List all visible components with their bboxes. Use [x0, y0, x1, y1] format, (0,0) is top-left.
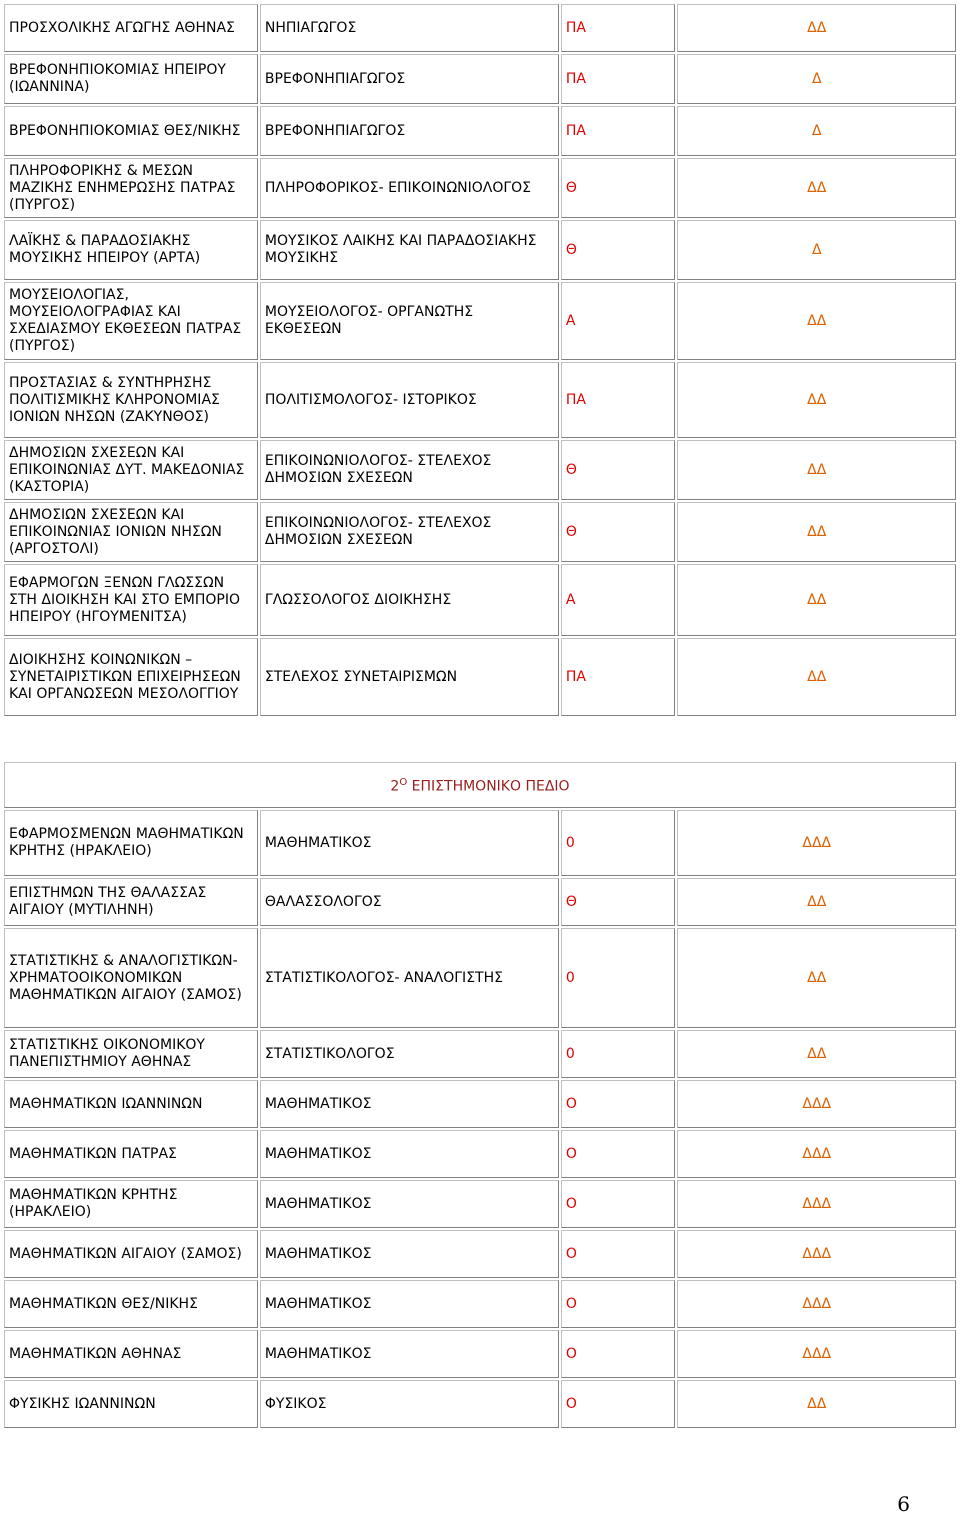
specialty-cell: ΓΛΩΣΣΟΛΟΓΟΣ ΔΙΟΙΚΗΣΗΣ [260, 564, 559, 636]
specialty-cell: ΕΠΙΚΟΙΝΩΝΙΟΛΟΓΟΣ- ΣΤΕΛΕΧΟΣ ΔΗΜΟΣΙΩΝ ΣΧΕΣΕΩΝ [260, 440, 559, 500]
specialty-cell: ΜΑΘΗΜΑΤΙΚΟΣ [260, 1330, 559, 1378]
table-row [4, 106, 956, 156]
department-cell: ΠΡΟΣΤΑΣΙΑΣ & ΣΥΝΤΗΡΗΣΗΣ ΠΟΛΙΤΙΣΜΙΚΗΣ ΚΛΗΡΟΝΟΜΙΑΣ ΙΟΝΙΩΝ ΝΗΣΩΝ (ΖΑΚΥΝΘΟΣ) [4, 362, 258, 438]
table-row [4, 1030, 956, 1078]
department-cell: ΒΡΕΦΟΝΗΠΙΟΚΟΜΙΑΣ ΗΠΕΙΡΟΥ (ΙΩΑΝΝΙΝΑ) [4, 54, 258, 104]
department-cell: ΣΤΑΤΙΣΤΙΚΗΣ & ΑΝΑΛΟΓΙΣΤΙΚΩΝ- ΧΡΗΜΑΤΟΟΙΚΟΝΟΜΙΚΩΝ ΜΑΘΗΜΑΤΙΚΩΝ ΑΙΓΑΙΟΥ (ΣΑΜΟΣ) [4, 928, 258, 1028]
specialty-cell: ΒΡΕΦΟΝΗΠΙΑΓΩΓΟΣ [260, 106, 559, 156]
level-cell: ΔΔ [677, 638, 956, 716]
code-cell: ΠΑ [561, 4, 676, 52]
department-cell: ΜΑΘΗΜΑΤΙΚΩΝ ΙΩΑΝΝΙΝΩΝ [4, 1080, 258, 1128]
field-header-row [4, 762, 956, 808]
department-cell: ΔΗΜΟΣΙΩΝ ΣΧΕΣΕΩΝ ΚΑΙ ΕΠΙΚΟΙΝΩΝΙΑΣ ΔΥΤ. ΜΑΚΕΔΟΝΙΑΣ (ΚΑΣΤΟΡΙΑ) [4, 440, 258, 500]
table-row [4, 220, 956, 280]
department-cell: ΕΠΙΣΤΗΜΩΝ ΤΗΣ ΘΑΛΑΣΣΑΣ ΑΙΓΑΙΟΥ (ΜΥΤΙΛΗΝΗ) [4, 878, 258, 926]
level-cell: ΔΔ [677, 440, 956, 500]
specialty-cell: ΜΑΘΗΜΑΤΙΚΟΣ [260, 1280, 559, 1328]
code-cell: ΠΑ [561, 106, 676, 156]
code-cell: 0 [561, 928, 676, 1028]
level-cell: ΔΔ [677, 564, 956, 636]
table-row [4, 1180, 956, 1228]
code-cell: ΠΑ [561, 362, 676, 438]
departments-table-1 [2, 2, 958, 718]
department-cell: ΜΟΥΣΕΙΟΛΟΓΙΑΣ, ΜΟΥΣΕΙΟΛΟΓΡΑΦΙΑΣ ΚΑΙ ΣΧΕΔΙΑΣΜΟΥ ΕΚΘΕΣΕΩΝ ΠΑΤΡΑΣ (ΠΥΡΓΟΣ) [4, 282, 258, 360]
level-cell: ΔΔΔ [677, 1280, 956, 1328]
department-cell: ΕΦΑΡΜΟΓΩΝ ΞΕΝΩΝ ΓΛΩΣΣΩΝ ΣΤΗ ΔΙΟΙΚΗΣΗ ΚΑΙ ΣΤΟ ΕΜΠΟΡΙΟ ΗΠΕΙΡΟΥ (ΗΓΟΥΜΕΝΙΤΣΑ) [4, 564, 258, 636]
field-number: 2 [390, 778, 400, 795]
code-cell: Θ [561, 502, 676, 562]
level-cell: ΔΔΔ [677, 1180, 956, 1228]
code-cell: Θ [561, 220, 676, 280]
specialty-cell: ΣΤΑΤΙΣΤΙΚΟΛΟΓΟΣ- ΑΝΑΛΟΓΙΣΤΗΣ [260, 928, 559, 1028]
code-cell: 0 [561, 1030, 676, 1078]
code-cell: 0 [561, 810, 676, 876]
table-row [4, 1230, 956, 1278]
table-row [4, 1330, 956, 1378]
level-cell: ΔΔ [677, 928, 956, 1028]
page-number: 6 [897, 1492, 910, 1516]
code-cell: Α [561, 282, 676, 360]
table-row [4, 1280, 956, 1328]
table-row [4, 282, 956, 360]
table-row [4, 878, 956, 926]
code-cell: Ο [561, 1280, 676, 1328]
department-cell: ΛΑΪΚΗΣ & ΠΑΡΑΔΟΣΙΑΚΗΣ ΜΟΥΣΙΚΗΣ ΗΠΕΙΡΟΥ (ΑΡΤΑ) [4, 220, 258, 280]
table-row [4, 502, 956, 562]
specialty-cell: ΘΑΛΑΣΣΟΛΟΓΟΣ [260, 878, 559, 926]
code-cell: Ο [561, 1230, 676, 1278]
department-cell: ΠΛΗΡΟΦΟΡΙΚΗΣ & ΜΕΣΩΝ ΜΑΖΙΚΗΣ ΕΝΗΜΕΡΩΣΗΣ ΠΑΤΡΑΣ (ΠΥΡΓΟΣ) [4, 158, 258, 218]
specialty-cell: ΣΤΑΤΙΣΤΙΚΟΛΟΓΟΣ [260, 1030, 559, 1078]
level-cell: ΔΔ [677, 1030, 956, 1078]
table-row [4, 158, 956, 218]
code-cell: Ο [561, 1180, 676, 1228]
level-cell: ΔΔΔ [677, 810, 956, 876]
table-row [4, 4, 956, 52]
code-cell: ΠΑ [561, 638, 676, 716]
table-row [4, 1080, 956, 1128]
department-cell: ΠΡΟΣΧΟΛΙΚΗΣ ΑΓΩΓΗΣ ΑΘΗΝΑΣ [4, 4, 258, 52]
specialty-cell: ΦΥΣΙΚΟΣ [260, 1380, 559, 1428]
table-row [4, 1130, 956, 1178]
level-cell: Δ [677, 220, 956, 280]
code-cell: Θ [561, 440, 676, 500]
specialty-cell: ΕΠΙΚΟΙΝΩΝΙΟΛΟΓΟΣ- ΣΤΕΛΕΧΟΣ ΔΗΜΟΣΙΩΝ ΣΧΕΣΕΩΝ [260, 502, 559, 562]
department-cell: ΒΡΕΦΟΝΗΠΙΟΚΟΜΙΑΣ ΘΕΣ/ΝΙΚΗΣ [4, 106, 258, 156]
level-cell: ΔΔ [677, 4, 956, 52]
level-cell: ΔΔΔ [677, 1330, 956, 1378]
departments-table-2 [2, 760, 958, 1430]
level-cell: ΔΔΔ [677, 1230, 956, 1278]
table-row [4, 54, 956, 104]
code-cell: Ο [561, 1380, 676, 1428]
level-cell: ΔΔ [677, 1380, 956, 1428]
specialty-cell: ΜΑΘΗΜΑΤΙΚΟΣ [260, 1230, 559, 1278]
code-cell: ΠΑ [561, 54, 676, 104]
level-cell: ΔΔ [677, 502, 956, 562]
department-cell: ΣΤΑΤΙΣΤΙΚΗΣ ΟΙΚΟΝΟΜΙΚΟΥ ΠΑΝΕΠΙΣΤΗΜΙΟΥ ΑΘΗΝΑΣ [4, 1030, 258, 1078]
code-cell: Ο [561, 1330, 676, 1378]
level-cell: ΔΔ [677, 878, 956, 926]
code-cell: Α [561, 564, 676, 636]
level-cell: Δ [677, 106, 956, 156]
department-cell: ΜΑΘΗΜΑΤΙΚΩΝ ΚΡΗΤΗΣ (ΗΡΑΚΛΕΙΟ) [4, 1180, 258, 1228]
table-row [4, 638, 956, 716]
code-cell: Ο [561, 1130, 676, 1178]
specialty-cell: ΠΛΗΡΟΦΟΡΙΚΟΣ- ΕΠΙΚΟΙΝΩΝΙΟΛΟΓΟΣ [260, 158, 559, 218]
specialty-cell: ΜΟΥΣΕΙΟΛΟΓΟΣ- ΟΡΓΑΝΩΤΗΣ ΕΚΘΕΣΕΩΝ [260, 282, 559, 360]
specialty-cell: ΜΑΘΗΜΑΤΙΚΟΣ [260, 810, 559, 876]
table-row [4, 440, 956, 500]
department-cell: ΜΑΘΗΜΑΤΙΚΩΝ ΠΑΤΡΑΣ [4, 1130, 258, 1178]
level-cell: ΔΔ [677, 362, 956, 438]
specialty-cell: ΝΗΠΙΑΓΩΓΟΣ [260, 4, 559, 52]
code-cell: Θ [561, 878, 676, 926]
table-row [4, 1380, 956, 1428]
level-cell: ΔΔΔ [677, 1130, 956, 1178]
specialty-cell: ΜΟΥΣΙΚΟΣ ΛΑΙΚΗΣ ΚΑΙ ΠΑΡΑΔΟΣΙΑΚΗΣ ΜΟΥΣΙΚΗΣ [260, 220, 559, 280]
code-cell: Θ [561, 158, 676, 218]
level-cell: ΔΔ [677, 158, 956, 218]
field-number-sup: Ο [399, 777, 408, 789]
department-cell: ΔΙΟΙΚΗΣΗΣ ΚΟΙΝΩΝΙΚΩΝ – ΣΥΝΕΤΑΙΡΙΣΤΙΚΩΝ ΕΠΙΧΕΙΡΗΣΕΩΝ ΚΑΙ ΟΡΓΑΝΩΣΕΩΝ ΜΕΣΟΛΟΓΓΙΟΥ [4, 638, 258, 716]
specialty-cell: ΜΑΘΗΜΑΤΙΚΟΣ [260, 1130, 559, 1178]
specialty-cell: ΜΑΘΗΜΑΤΙΚΟΣ [260, 1180, 559, 1228]
department-cell: ΜΑΘΗΜΑΤΙΚΩΝ ΑΘΗΝΑΣ [4, 1330, 258, 1378]
department-cell: ΦΥΣΙΚΗΣ ΙΩΑΝΝΙΝΩΝ [4, 1380, 258, 1428]
specialty-cell: ΒΡΕΦΟΝΗΠΙΑΓΩΓΟΣ [260, 54, 559, 104]
department-cell: ΔΗΜΟΣΙΩΝ ΣΧΕΣΕΩΝ ΚΑΙ ΕΠΙΚΟΙΝΩΝΙΑΣ ΙΟΝΙΩΝ ΝΗΣΩΝ (ΑΡΓΟΣΤΟΛΙ) [4, 502, 258, 562]
level-cell: Δ [677, 54, 956, 104]
department-cell: ΜΑΘΗΜΑΤΙΚΩΝ ΑΙΓΑΙΟΥ (ΣΑΜΟΣ) [4, 1230, 258, 1278]
department-cell: ΕΦΑΡΜΟΣΜΕΝΩΝ ΜΑΘΗΜΑΤΙΚΩΝ ΚΡΗΤΗΣ (ΗΡΑΚΛΕΙΟ) [4, 810, 258, 876]
table-row [4, 564, 956, 636]
table-row [4, 810, 956, 876]
field-header [4, 762, 956, 808]
code-cell: Ο [561, 1080, 676, 1128]
level-cell: ΔΔ [677, 282, 956, 360]
department-cell: ΜΑΘΗΜΑΤΙΚΩΝ ΘΕΣ/ΝΙΚΗΣ [4, 1280, 258, 1328]
table-row [4, 928, 956, 1028]
table-row [4, 362, 956, 438]
specialty-cell: ΣΤΕΛΕΧΟΣ ΣΥΝΕΤΑΙΡΙΣΜΩΝ [260, 638, 559, 716]
level-cell: ΔΔΔ [677, 1080, 956, 1128]
field-title: ΕΠΙΣΤΗΜΟΝΙΚΟ ΠΕΔΙΟ [411, 778, 570, 795]
specialty-cell: ΠΟΛΙΤΙΣΜΟΛΟΓΟΣ- ΙΣΤΟΡΙΚΟΣ [260, 362, 559, 438]
specialty-cell: ΜΑΘΗΜΑΤΙΚΟΣ [260, 1080, 559, 1128]
